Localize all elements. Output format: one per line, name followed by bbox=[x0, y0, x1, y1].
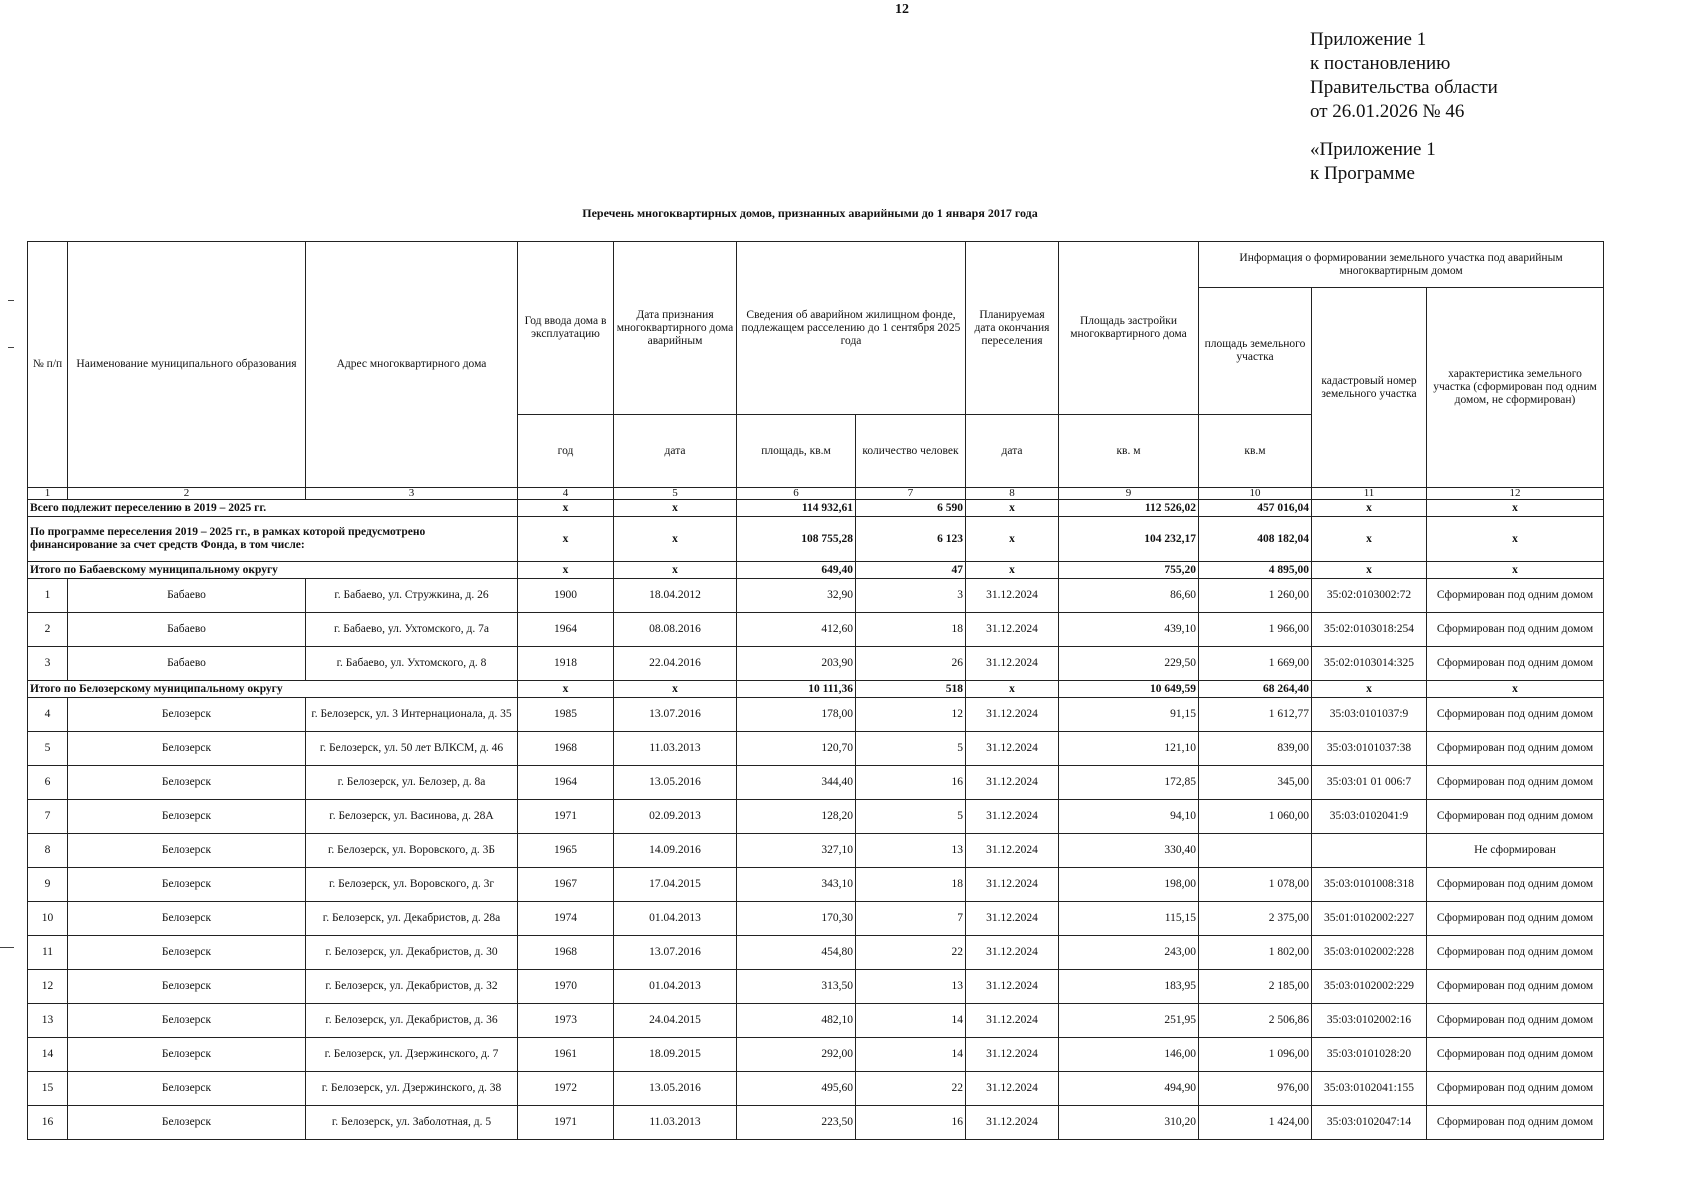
row-municipality: Бабаево bbox=[68, 613, 306, 647]
row-recognition-date: 14.09.2016 bbox=[614, 834, 737, 868]
row-year: 1967 bbox=[518, 868, 614, 902]
column-number: 3 bbox=[306, 488, 518, 500]
row-area: 344,40 bbox=[737, 766, 856, 800]
row-planned-date: 31.12.2024 bbox=[966, 902, 1059, 936]
row-recognition-date: 11.03.2013 bbox=[614, 1106, 737, 1140]
row-land-characteristic: Не сформирован bbox=[1427, 834, 1604, 868]
row-land-area: 1 802,00 bbox=[1199, 936, 1312, 970]
row-year: 1985 bbox=[518, 698, 614, 732]
row-land-characteristic: Сформирован под одним домом bbox=[1427, 800, 1604, 834]
row-building-area: 494,90 bbox=[1059, 1072, 1199, 1106]
row-number: 15 bbox=[28, 1072, 68, 1106]
group-date: x bbox=[614, 681, 737, 698]
row-municipality: Белозерск bbox=[68, 1004, 306, 1038]
row-number: 14 bbox=[28, 1038, 68, 1072]
unit-sqm: кв. м bbox=[1059, 415, 1199, 488]
row-area: 223,50 bbox=[737, 1106, 856, 1140]
row-recognition-date: 18.04.2012 bbox=[614, 579, 737, 613]
margin-mark bbox=[8, 300, 14, 301]
row-municipality: Белозерск bbox=[68, 732, 306, 766]
row-year: 1971 bbox=[518, 800, 614, 834]
row-land-characteristic: Сформирован под одним домом bbox=[1427, 902, 1604, 936]
row-cadastral: 35:03:0102002:16 bbox=[1312, 1004, 1427, 1038]
row-address: г. Белозерск, ул. Декабристов, д. 36 bbox=[306, 1004, 518, 1038]
table-row bbox=[28, 766, 1604, 800]
row-cadastral bbox=[1312, 834, 1427, 868]
table-row bbox=[28, 800, 1604, 834]
row-address: г. Белозерск, ул. Дзержинского, д. 7 bbox=[306, 1038, 518, 1072]
row-municipality: Белозерск bbox=[68, 834, 306, 868]
row-people: 3 bbox=[856, 579, 966, 613]
row-people: 18 bbox=[856, 613, 966, 647]
table-row bbox=[28, 868, 1604, 902]
row-municipality: Белозерск bbox=[68, 1038, 306, 1072]
row-building-area: 198,00 bbox=[1059, 868, 1199, 902]
group-area: 10 111,36 bbox=[737, 681, 856, 698]
group-subtotal-row bbox=[28, 681, 1604, 698]
row-cadastral: 35:03:0101008:318 bbox=[1312, 868, 1427, 902]
column-number: 1 bbox=[28, 488, 68, 500]
appendix-line: от 26.01.2026 № 46 bbox=[1310, 101, 1465, 122]
row-building-area: 251,95 bbox=[1059, 1004, 1199, 1038]
appendix-block bbox=[1310, 28, 1498, 124]
row-year: 1918 bbox=[518, 647, 614, 681]
column-number: 8 bbox=[966, 488, 1059, 500]
column-number: 12 bbox=[1427, 488, 1604, 500]
unit-date: дата bbox=[614, 415, 737, 488]
table-row bbox=[28, 613, 1604, 647]
unit-date-planned: дата bbox=[966, 415, 1059, 488]
row-address: г. Бабаево, ул. Ухтомского, д. 7а bbox=[306, 613, 518, 647]
row-land-area: 1 669,00 bbox=[1199, 647, 1312, 681]
header-num: № п/п bbox=[28, 242, 68, 488]
column-number: 7 bbox=[856, 488, 966, 500]
row-number: 2 bbox=[28, 613, 68, 647]
group-date: x bbox=[614, 562, 737, 579]
group-land-area: 68 264,40 bbox=[1199, 681, 1312, 698]
row-cadastral: 35:03:0102047:14 bbox=[1312, 1106, 1427, 1140]
row-land-characteristic: Сформирован под одним домом bbox=[1427, 698, 1604, 732]
row-number: 3 bbox=[28, 647, 68, 681]
row-people: 12 bbox=[856, 698, 966, 732]
column-number: 5 bbox=[614, 488, 737, 500]
table-row bbox=[28, 970, 1604, 1004]
row-land-characteristic: Сформирован под одним домом bbox=[1427, 766, 1604, 800]
table-row bbox=[28, 1004, 1604, 1038]
row-recognition-date: 13.07.2016 bbox=[614, 698, 737, 732]
document-title: Перечень многоквартирных домов, признанных аварийными до 1 января 2017 года bbox=[582, 206, 1038, 220]
header-municipality: Наименование муниципального образования bbox=[68, 242, 306, 488]
row-planned-date: 31.12.2024 bbox=[966, 1004, 1059, 1038]
group-subtotal-row bbox=[28, 562, 1604, 579]
row-area: 178,00 bbox=[737, 698, 856, 732]
program-total-year: x bbox=[518, 517, 614, 562]
row-land-area: 839,00 bbox=[1199, 732, 1312, 766]
group-planned: x bbox=[966, 681, 1059, 698]
row-recognition-date: 17.04.2015 bbox=[614, 868, 737, 902]
table-body bbox=[28, 500, 1604, 1140]
row-planned-date: 31.12.2024 bbox=[966, 834, 1059, 868]
row-year: 1974 bbox=[518, 902, 614, 936]
row-people: 18 bbox=[856, 868, 966, 902]
row-land-characteristic: Сформирован под одним домом bbox=[1427, 868, 1604, 902]
row-building-area: 172,85 bbox=[1059, 766, 1199, 800]
row-recognition-date: 01.04.2013 bbox=[614, 902, 737, 936]
row-recognition-date: 24.04.2015 bbox=[614, 1004, 737, 1038]
total-row bbox=[28, 500, 1604, 517]
column-number: 11 bbox=[1312, 488, 1427, 500]
row-people: 22 bbox=[856, 1072, 966, 1106]
row-building-area: 330,40 bbox=[1059, 834, 1199, 868]
header-building-area: Площадь застройки многоквартирного дома bbox=[1059, 242, 1199, 415]
row-people: 14 bbox=[856, 1038, 966, 1072]
row-cadastral: 35:02:0103002:72 bbox=[1312, 579, 1427, 613]
total-land-area: 457 016,04 bbox=[1199, 500, 1312, 517]
row-planned-date: 31.12.2024 bbox=[966, 766, 1059, 800]
row-address: г. Белозерск, ул. Дзержинского, д. 38 bbox=[306, 1072, 518, 1106]
row-cadastral: 35:03:01 01 006:7 bbox=[1312, 766, 1427, 800]
row-cadastral: 35:03:0101037:38 bbox=[1312, 732, 1427, 766]
table-row bbox=[28, 579, 1604, 613]
program-total-area: 108 755,28 bbox=[737, 517, 856, 562]
row-planned-date: 31.12.2024 bbox=[966, 1038, 1059, 1072]
row-municipality: Белозерск bbox=[68, 800, 306, 834]
total-build-area: 112 526,02 bbox=[1059, 500, 1199, 517]
row-address: г. Белозерск, ул. Васинова, д. 28А bbox=[306, 800, 518, 834]
row-number: 11 bbox=[28, 936, 68, 970]
row-people: 13 bbox=[856, 834, 966, 868]
row-recognition-date: 22.04.2016 bbox=[614, 647, 737, 681]
row-planned-date: 31.12.2024 bbox=[966, 613, 1059, 647]
row-municipality: Белозерск bbox=[68, 970, 306, 1004]
row-land-characteristic: Сформирован под одним домом bbox=[1427, 1004, 1604, 1038]
program-total-row bbox=[28, 517, 1604, 562]
group-label: Итого по Белозерскому муниципальному округу bbox=[28, 681, 518, 698]
row-number: 1 bbox=[28, 579, 68, 613]
unit-people: количество человек bbox=[856, 415, 966, 488]
group-year: x bbox=[518, 681, 614, 698]
row-address: г. Бабаево, ул. Стружкина, д. 26 bbox=[306, 579, 518, 613]
total-cadastral: x bbox=[1312, 500, 1427, 517]
row-planned-date: 31.12.2024 bbox=[966, 800, 1059, 834]
row-people: 14 bbox=[856, 1004, 966, 1038]
row-cadastral: 35:03:0101037:9 bbox=[1312, 698, 1427, 732]
row-municipality: Бабаево bbox=[68, 579, 306, 613]
row-municipality: Белозерск bbox=[68, 868, 306, 902]
row-cadastral: 35:03:0102041:9 bbox=[1312, 800, 1427, 834]
row-land-characteristic: Сформирован под одним домом bbox=[1427, 579, 1604, 613]
table-row bbox=[28, 936, 1604, 970]
group-cadastral: x bbox=[1312, 681, 1427, 698]
row-planned-date: 31.12.2024 bbox=[966, 936, 1059, 970]
group-cadastral: x bbox=[1312, 562, 1427, 579]
row-address: г. Белозерск, ул. Воровского, д. 3Б bbox=[306, 834, 518, 868]
row-address: г. Белозерск, ул. Заболотная, д. 5 bbox=[306, 1106, 518, 1140]
program-total-build-area: 104 232,17 bbox=[1059, 517, 1199, 562]
row-planned-date: 31.12.2024 bbox=[966, 698, 1059, 732]
row-building-area: 310,20 bbox=[1059, 1106, 1199, 1140]
row-address: г. Белозерск, ул. Декабристов, д. 28а bbox=[306, 902, 518, 936]
row-people: 13 bbox=[856, 970, 966, 1004]
total-char: x bbox=[1427, 500, 1604, 517]
row-planned-date: 31.12.2024 bbox=[966, 647, 1059, 681]
row-address: г. Бабаево, ул. Ухтомского, д. 8 bbox=[306, 647, 518, 681]
row-planned-date: 31.12.2024 bbox=[966, 1106, 1059, 1140]
row-municipality: Белозерск bbox=[68, 766, 306, 800]
row-number: 10 bbox=[28, 902, 68, 936]
appendix-line: Приложение 1 bbox=[1310, 29, 1427, 50]
header-land-area: площадь земельного участка bbox=[1199, 288, 1312, 415]
program-appendix-line: «Приложение 1 bbox=[1310, 139, 1436, 160]
group-land-area: 4 895,00 bbox=[1199, 562, 1312, 579]
program-total-label: По программе переселения 2019 – 2025 гг., в рамках которой предусмотрено финансирование за счет средств Фонда, в том числе: bbox=[28, 517, 518, 562]
row-recognition-date: 02.09.2013 bbox=[614, 800, 737, 834]
row-land-characteristic: Сформирован под одним домом bbox=[1427, 1106, 1604, 1140]
header-recognition-date: Дата признания многоквартирного дома аварийным bbox=[614, 242, 737, 415]
row-land-characteristic: Сформирован под одним домом bbox=[1427, 647, 1604, 681]
header-year-built: Год ввода дома в эксплуатацию bbox=[518, 242, 614, 415]
row-area: 327,10 bbox=[737, 834, 856, 868]
row-municipality: Белозерск bbox=[68, 698, 306, 732]
header-address: Адрес многоквартирного дома bbox=[306, 242, 518, 488]
group-char: x bbox=[1427, 681, 1604, 698]
row-address: г. Белозерск, ул. Белозер, д. 8а bbox=[306, 766, 518, 800]
row-year: 1968 bbox=[518, 732, 614, 766]
row-municipality: Белозерск bbox=[68, 936, 306, 970]
total-planned: x bbox=[966, 500, 1059, 517]
header-land-characteristic: характеристика земельного участка (сформирован под одним домом, не сформирован) bbox=[1427, 288, 1604, 488]
row-recognition-date: 13.07.2016 bbox=[614, 936, 737, 970]
row-area: 128,20 bbox=[737, 800, 856, 834]
row-cadastral: 35:03:0101028:20 bbox=[1312, 1038, 1427, 1072]
row-municipality: Бабаево bbox=[68, 647, 306, 681]
program-total-date: x bbox=[614, 517, 737, 562]
total-area: 114 932,61 bbox=[737, 500, 856, 517]
column-number: 2 bbox=[68, 488, 306, 500]
row-cadastral: 35:03:0102002:229 bbox=[1312, 970, 1427, 1004]
table-row bbox=[28, 834, 1604, 868]
row-area: 495,60 bbox=[737, 1072, 856, 1106]
row-building-area: 146,00 bbox=[1059, 1038, 1199, 1072]
row-building-area: 94,10 bbox=[1059, 800, 1199, 834]
group-planned: x bbox=[966, 562, 1059, 579]
row-area: 482,10 bbox=[737, 1004, 856, 1038]
row-area: 412,60 bbox=[737, 613, 856, 647]
group-label: Итого по Бабаевскому муниципальному округу bbox=[28, 562, 518, 579]
column-numbers-row bbox=[28, 488, 1604, 500]
row-area: 170,30 bbox=[737, 902, 856, 936]
header-cadastral: кадастровый номер земельного участка bbox=[1312, 288, 1427, 488]
row-recognition-date: 13.05.2016 bbox=[614, 766, 737, 800]
row-year: 1900 bbox=[518, 579, 614, 613]
header-planned-date: Планируемая дата окончания переселения bbox=[966, 242, 1059, 415]
row-land-area: 2 506,86 bbox=[1199, 1004, 1312, 1038]
row-area: 313,50 bbox=[737, 970, 856, 1004]
row-land-area: 1 424,00 bbox=[1199, 1106, 1312, 1140]
header-land-info: Информация о формировании земельного участка под аварийным многоквартирным домом bbox=[1199, 242, 1604, 288]
group-area: 649,40 bbox=[737, 562, 856, 579]
appendix-line: к постановлению bbox=[1310, 53, 1451, 74]
column-number: 9 bbox=[1059, 488, 1199, 500]
row-cadastral: 35:03:0102041:155 bbox=[1312, 1072, 1427, 1106]
column-number: 4 bbox=[518, 488, 614, 500]
row-land-characteristic: Сформирован под одним домом bbox=[1427, 1038, 1604, 1072]
row-people: 22 bbox=[856, 936, 966, 970]
row-planned-date: 31.12.2024 bbox=[966, 868, 1059, 902]
group-people: 47 bbox=[856, 562, 966, 579]
unit-sqm-land: кв.м bbox=[1199, 415, 1312, 488]
row-number: 9 bbox=[28, 868, 68, 902]
group-year: x bbox=[518, 562, 614, 579]
row-area: 203,90 bbox=[737, 647, 856, 681]
row-planned-date: 31.12.2024 bbox=[966, 732, 1059, 766]
row-land-area: 2 375,00 bbox=[1199, 902, 1312, 936]
group-build-area: 755,20 bbox=[1059, 562, 1199, 579]
row-address: г. Белозерск, ул. Декабристов, д. 30 bbox=[306, 936, 518, 970]
row-land-characteristic: Сформирован под одним домом bbox=[1427, 1072, 1604, 1106]
program-total-people: 6 123 bbox=[856, 517, 966, 562]
row-address: г. Белозерск, ул. Воровского, д. 3г bbox=[306, 868, 518, 902]
unit-year: год bbox=[518, 415, 614, 488]
unit-area: площадь, кв.м bbox=[737, 415, 856, 488]
total-year: x bbox=[518, 500, 614, 517]
row-people: 16 bbox=[856, 1106, 966, 1140]
table-row bbox=[28, 732, 1604, 766]
row-land-area: 1 096,00 bbox=[1199, 1038, 1312, 1072]
emergency-houses-table bbox=[27, 241, 1604, 1140]
table-row bbox=[28, 1038, 1604, 1072]
row-building-area: 115,15 bbox=[1059, 902, 1199, 936]
row-municipality: Белозерск bbox=[68, 902, 306, 936]
program-total-char: x bbox=[1427, 517, 1604, 562]
row-land-area: 1 078,00 bbox=[1199, 868, 1312, 902]
row-year: 1973 bbox=[518, 1004, 614, 1038]
row-area: 120,70 bbox=[737, 732, 856, 766]
row-number: 5 bbox=[28, 732, 68, 766]
row-planned-date: 31.12.2024 bbox=[966, 1072, 1059, 1106]
group-char: x bbox=[1427, 562, 1604, 579]
program-appendix-line: к Программе bbox=[1310, 163, 1415, 184]
row-year: 1964 bbox=[518, 613, 614, 647]
row-year: 1972 bbox=[518, 1072, 614, 1106]
row-cadastral: 35:03:0102002:228 bbox=[1312, 936, 1427, 970]
row-area: 343,10 bbox=[737, 868, 856, 902]
table-row bbox=[28, 647, 1604, 681]
total-date: x bbox=[614, 500, 737, 517]
row-planned-date: 31.12.2024 bbox=[966, 579, 1059, 613]
row-land-area: 1 612,77 bbox=[1199, 698, 1312, 732]
row-address: г. Белозерск, ул. 3 Интернационала, д. 35 bbox=[306, 698, 518, 732]
table-row bbox=[28, 698, 1604, 732]
row-recognition-date: 08.08.2016 bbox=[614, 613, 737, 647]
row-number: 12 bbox=[28, 970, 68, 1004]
row-year: 1970 bbox=[518, 970, 614, 1004]
table-row bbox=[28, 902, 1604, 936]
program-total-cadastral: x bbox=[1312, 517, 1427, 562]
group-people: 518 bbox=[856, 681, 966, 698]
row-cadastral: 35:02:0103018:254 bbox=[1312, 613, 1427, 647]
row-land-area bbox=[1199, 834, 1312, 868]
row-address: г. Белозерск, ул. 50 лет ВЛКСМ, д. 46 bbox=[306, 732, 518, 766]
row-address: г. Белозерск, ул. Декабристов, д. 32 bbox=[306, 970, 518, 1004]
row-year: 1964 bbox=[518, 766, 614, 800]
row-number: 16 bbox=[28, 1106, 68, 1140]
row-recognition-date: 01.04.2013 bbox=[614, 970, 737, 1004]
row-people: 5 bbox=[856, 800, 966, 834]
row-area: 32,90 bbox=[737, 579, 856, 613]
page-number: 12 bbox=[895, 2, 909, 17]
table-row bbox=[28, 1072, 1604, 1106]
row-people: 5 bbox=[856, 732, 966, 766]
row-land-characteristic: Сформирован под одним домом bbox=[1427, 936, 1604, 970]
row-people: 26 bbox=[856, 647, 966, 681]
row-people: 7 bbox=[856, 902, 966, 936]
row-building-area: 121,10 bbox=[1059, 732, 1199, 766]
row-recognition-date: 18.09.2015 bbox=[614, 1038, 737, 1072]
row-area: 454,80 bbox=[737, 936, 856, 970]
row-land-area: 2 185,00 bbox=[1199, 970, 1312, 1004]
row-building-area: 439,10 bbox=[1059, 613, 1199, 647]
row-land-characteristic: Сформирован под одним домом bbox=[1427, 613, 1604, 647]
program-total-planned: x bbox=[966, 517, 1059, 562]
margin-mark bbox=[8, 347, 14, 348]
row-number: 7 bbox=[28, 800, 68, 834]
row-year: 1961 bbox=[518, 1038, 614, 1072]
row-building-area: 229,50 bbox=[1059, 647, 1199, 681]
row-land-area: 1 260,00 bbox=[1199, 579, 1312, 613]
row-year: 1971 bbox=[518, 1106, 614, 1140]
margin-mark bbox=[0, 947, 14, 948]
row-municipality: Белозерск bbox=[68, 1106, 306, 1140]
program-total-land-area: 408 182,04 bbox=[1199, 517, 1312, 562]
column-number: 10 bbox=[1199, 488, 1312, 500]
row-land-area: 1 966,00 bbox=[1199, 613, 1312, 647]
row-land-area: 345,00 bbox=[1199, 766, 1312, 800]
row-recognition-date: 11.03.2013 bbox=[614, 732, 737, 766]
table-row bbox=[28, 1106, 1604, 1140]
row-land-characteristic: Сформирован под одним домом bbox=[1427, 970, 1604, 1004]
row-people: 16 bbox=[856, 766, 966, 800]
row-recognition-date: 13.05.2016 bbox=[614, 1072, 737, 1106]
row-municipality: Белозерск bbox=[68, 1072, 306, 1106]
row-building-area: 86,60 bbox=[1059, 579, 1199, 613]
row-planned-date: 31.12.2024 bbox=[966, 970, 1059, 1004]
group-build-area: 10 649,59 bbox=[1059, 681, 1199, 698]
appendix-line: Правительства области bbox=[1310, 77, 1498, 98]
header-emergency-fund: Сведения об аварийном жилищном фонде, подлежащем расселению до 1 сентября 2025 года bbox=[737, 242, 966, 415]
total-people: 6 590 bbox=[856, 500, 966, 517]
row-number: 4 bbox=[28, 698, 68, 732]
row-cadastral: 35:01:0102002:227 bbox=[1312, 902, 1427, 936]
row-cadastral: 35:02:0103014:325 bbox=[1312, 647, 1427, 681]
row-number: 6 bbox=[28, 766, 68, 800]
row-land-area: 1 060,00 bbox=[1199, 800, 1312, 834]
row-number: 8 bbox=[28, 834, 68, 868]
total-label: Всего подлежит переселению в 2019 – 2025 гг. bbox=[28, 500, 518, 517]
row-number: 13 bbox=[28, 1004, 68, 1038]
row-land-area: 976,00 bbox=[1199, 1072, 1312, 1106]
column-number: 6 bbox=[737, 488, 856, 500]
program-appendix-block bbox=[1310, 138, 1436, 186]
row-year: 1965 bbox=[518, 834, 614, 868]
row-area: 292,00 bbox=[737, 1038, 856, 1072]
row-building-area: 91,15 bbox=[1059, 698, 1199, 732]
row-building-area: 183,95 bbox=[1059, 970, 1199, 1004]
row-land-characteristic: Сформирован под одним домом bbox=[1427, 732, 1604, 766]
row-building-area: 243,00 bbox=[1059, 936, 1199, 970]
row-year: 1968 bbox=[518, 936, 614, 970]
